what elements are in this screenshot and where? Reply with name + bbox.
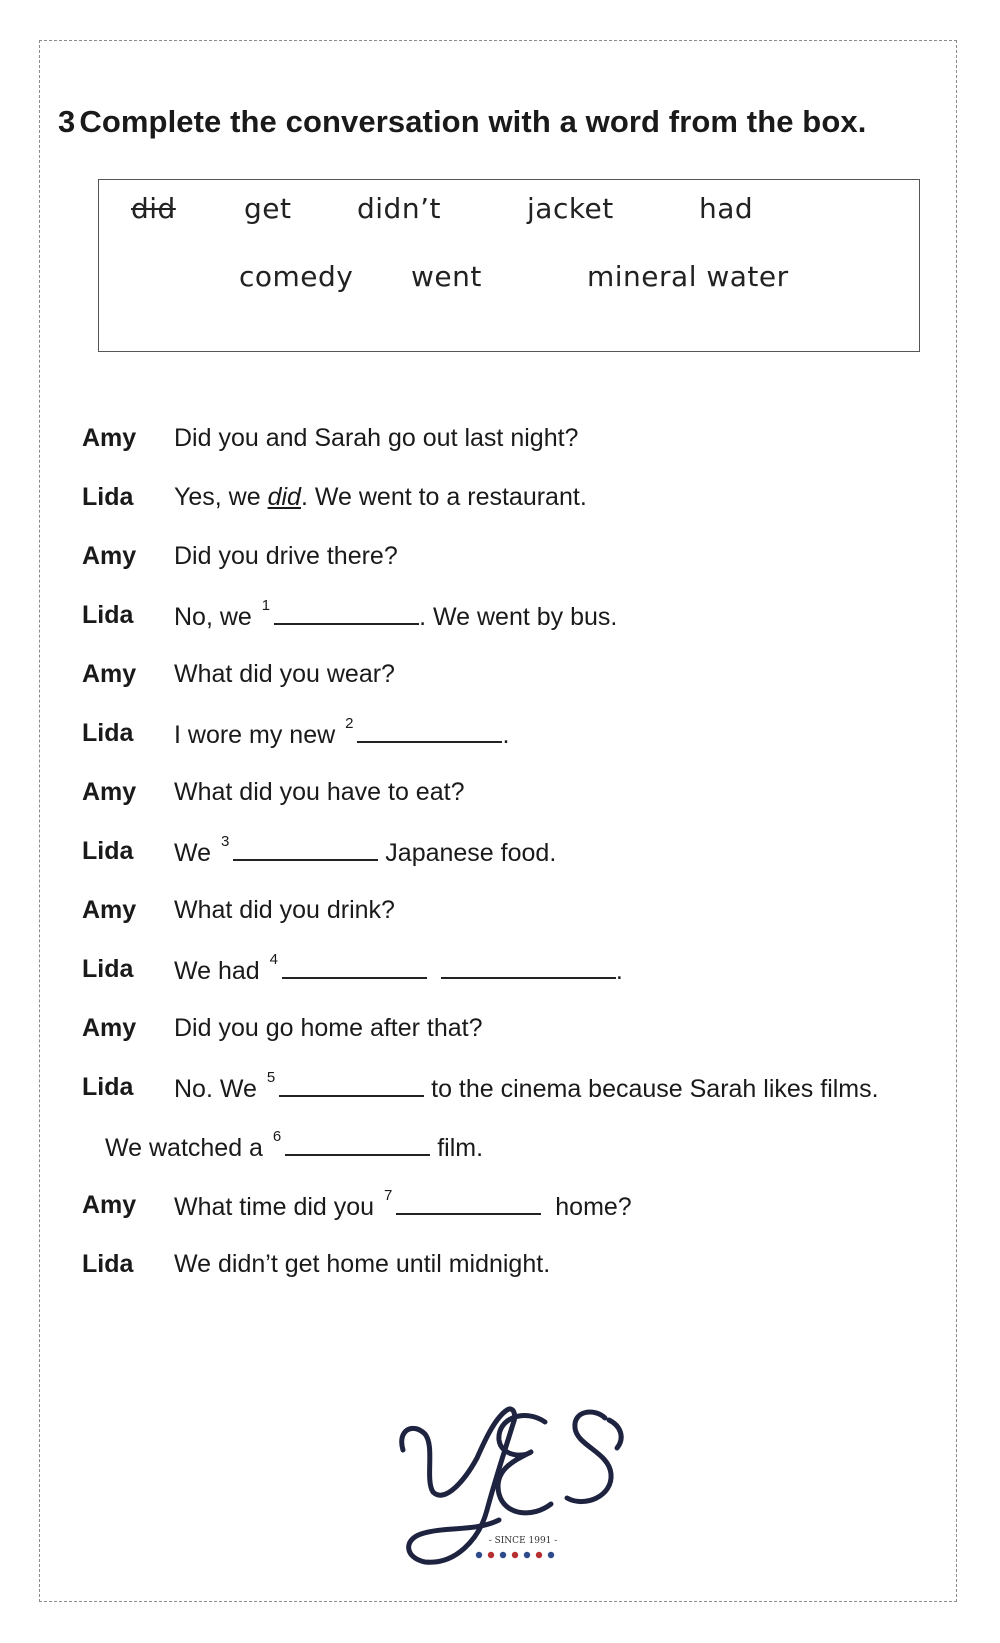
speaker-name: Amy (82, 896, 137, 924)
utterance: What did you have to eat? (174, 778, 465, 806)
blank-number: 7 (384, 1187, 393, 1204)
word-jacket: jacket (527, 192, 614, 225)
flag-icons (476, 1552, 554, 1558)
word-mineral-water: mineral water (587, 260, 789, 293)
word-comedy: comedy (239, 260, 354, 293)
example-answer: did (267, 483, 301, 511)
speaker-name: Lida (82, 601, 134, 629)
utterance: Did you drive there? (174, 542, 398, 570)
speaker-name: Lida (82, 837, 134, 865)
utterance: We had $^4$ . (174, 951, 623, 985)
blank-number: 3 (221, 833, 230, 850)
utterance: No. We $^5$ to the cinema because Sarah likes films. (174, 1069, 879, 1103)
utterance: We didn’t get home until midnight. (174, 1250, 551, 1278)
word-didnt: didn’t (357, 192, 441, 225)
answer-blank-4b[interactable] (441, 955, 616, 979)
answer-blank-5[interactable] (279, 1073, 424, 1097)
utterance: What time did you $^7$ home? (174, 1187, 632, 1221)
speaker-name: Lida (82, 1250, 134, 1278)
utterance: I wore my new $^2$ . (174, 715, 510, 749)
utterance: Did you go home after that? (174, 1014, 483, 1042)
word-did: did (131, 192, 176, 225)
utterance: Yes, we did. We went to a restaurant. (174, 483, 587, 511)
blank-number: 6 (272, 1128, 282, 1145)
word-get: get (244, 192, 292, 225)
word-had: had (699, 192, 754, 225)
utterance: What did you wear? (174, 660, 395, 688)
utterance: What did you drink? (174, 896, 395, 924)
speaker-name: Lida (82, 1073, 134, 1101)
answer-blank-4a[interactable] (282, 955, 427, 979)
speaker-name: Amy (82, 542, 137, 570)
yes-logo-graphic (395, 1400, 635, 1575)
speaker-name: Lida (82, 955, 134, 983)
utterance: Did you and Sarah go out last night? (174, 424, 579, 452)
speaker-name: Amy (82, 778, 137, 806)
answer-blank-3[interactable] (233, 837, 378, 861)
blank-number: 2 (345, 715, 354, 732)
blank-number: 5 (266, 1069, 276, 1086)
blank-number: 1 (261, 597, 271, 614)
blank-number: 4 (269, 951, 278, 968)
speaker-name: Amy (82, 424, 137, 452)
utterance: We $^3$ Japanese food. (174, 833, 557, 867)
answer-blank-7[interactable] (396, 1191, 541, 1215)
answer-blank-2[interactable] (357, 719, 502, 743)
speaker-name: Amy (82, 1191, 137, 1219)
exercise-title (58, 104, 866, 140)
answer-blank-1[interactable] (274, 601, 419, 625)
speaker-name: Lida (82, 483, 134, 511)
logo-tagline: - SINCE 1991 - (488, 1536, 558, 1546)
word-went: went (411, 260, 482, 293)
dialogue-continuation: We watched a $^6$ film. (105, 1128, 484, 1162)
speaker-name: Amy (82, 660, 137, 688)
speaker-name: Amy (82, 1014, 137, 1042)
speaker-name: Lida (82, 719, 134, 747)
exercise-instruction: Complete the conversation with a word from the box. (79, 104, 867, 139)
yes-logo (395, 1400, 635, 1575)
answer-blank-6[interactable] (285, 1132, 430, 1156)
utterance: No, we $^1$ . We went by bus. (174, 597, 618, 631)
exercise-number: 3 (58, 104, 76, 139)
word-box (98, 179, 920, 352)
